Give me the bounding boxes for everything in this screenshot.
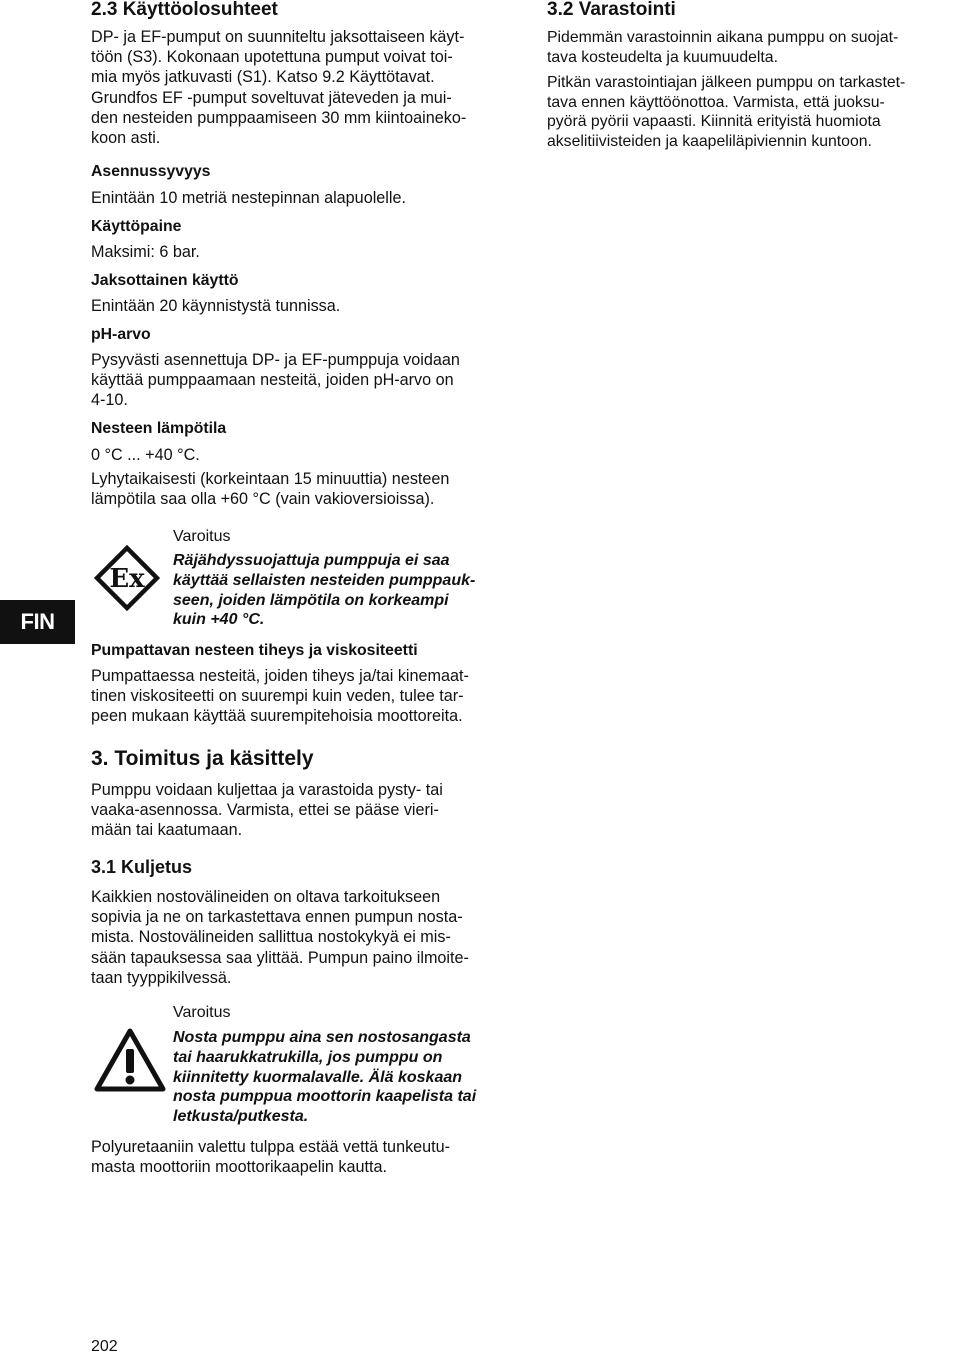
page-number: 202 [91, 1338, 118, 1355]
ph-title: pH-arvo [91, 326, 151, 343]
section-3-text: Pumppu voidaan kuljettaa ja varastoida pysty- tai vaaka-asennossa. Varmista, ettei se pääse vieri- mään tai kaatumaan. [91, 781, 443, 840]
section-3-2-heading: 3.2 Varastointi [547, 0, 676, 20]
ph-text: Pysyvästi asennettuja DP- ja EF-pumppuja voidaan käyttää pumppaamaan nesteitä, joiden pH-arvo on 4-10. [91, 351, 460, 410]
ex-atex-icon [94, 545, 160, 611]
lampotila-title: Nesteen lämpötila [91, 420, 227, 437]
language-tab-fin: FIN [0, 600, 75, 644]
warning-2-body: Nosta pumppu aina sen nostosangasta tai haarukkatrukilla, jos pumppu on kiinnitetty kuormalavalle. Älä koskaan nosta pumppua moottorin kaapelista tai letkusta/putkesta. [173, 1029, 477, 1126]
lampotila-text-1: 0 °C ... +40 °C. [91, 446, 200, 464]
asennussyvyys-title: Asennussyvyys [91, 163, 211, 180]
section-2-3-intro: DP- ja EF-pumput on suunniteltu jaksottaiseen käyt- töön (S3). Kokonaan upotettuna pumput voivat toi- mia myös jatkuvasti (S1). Katso 9.2 Käyttötavat. Grundfos EF -pumput soveltuvat jäteveden ja mui- den nesteiden pumppaamiseen 30 mm kiintoaineko- koon asti. [91, 28, 467, 148]
section-3-heading: 3. Toimitus ja käsittely [91, 747, 314, 770]
section-3-1-text: Kaikkien nostovälineiden on oltava tarkoitukseen sopivia ja ne on tarkastettava ennen pumpun nosta- mista. Nostovälineiden sallittua nostokykyä ei mis- sään tapauksessa saa ylittää. Pumpun paino ilmoite- taan tyyppikilvessä. [91, 888, 469, 987]
warning-1-title: Varoitus [173, 528, 231, 545]
warning-1-body: Räjähdyssuojattuja pumppuja ei saa käyttää sellaisten nesteiden pumppauk- seen, joiden lämpötila on korkeampi kuin +40 °C. [173, 552, 476, 629]
svg-text:Ex: Ex [109, 564, 145, 594]
section-2-3-heading: 2.3 Käyttöolosuhteet [91, 0, 278, 20]
section-3-1-heading: 3.1 Kuljetus [91, 857, 193, 877]
section-3-2-text-1: Pidemmän varastoinnin aikana pumppu on suojat- tava kosteudelta ja kuumuudelta. [547, 29, 899, 66]
kayttopaine-title: Käyttöpaine [91, 218, 182, 235]
warning-triangle-icon [94, 1027, 166, 1093]
warning-2-title: Varoitus [173, 1004, 231, 1021]
closing-text: Polyuretaaniin valettu tulppa estää vettä tunkeutu- masta moottoriin moottorikaapelin kautta. [91, 1138, 451, 1177]
section-3-2-text-2: Pitkän varastointiajan jälkeen pumppu on tarkastet- tava ennen käyttöönottoa. Varmista, että juoksu- pyörä pyörii vapaasti. Kiinnitä erityistä huomiota akselitiivisteiden ja kaapeliläpiviennin kuntoon. [547, 74, 906, 150]
asennussyvyys-text: Enintään 10 metriä nestepinnan alapuolelle. [91, 189, 406, 207]
kayttopaine-text: Maksimi: 6 bar. [91, 243, 200, 261]
jaksottainen-title: Jaksottainen käyttö [91, 272, 239, 289]
tiheys-title: Pumpattavan nesteen tiheys ja viskositeetti [91, 642, 418, 659]
lampotila-text-2: Lyhytaikaisesti (korkeintaan 15 minuuttia) nesteen lämpötila saa olla +60 °C (vain vakioversioissa). [91, 470, 450, 509]
tiheys-text: Pumpattaessa nesteitä, joiden tiheys ja/tai kinemaat- tinen viskositeetti on suurempi kuin veden, tulee tar- peen mukaan käyttää suurempitehoisia moottoreita. [91, 667, 469, 726]
jaksottainen-text: Enintään 20 käynnistystä tunnissa. [91, 297, 341, 315]
